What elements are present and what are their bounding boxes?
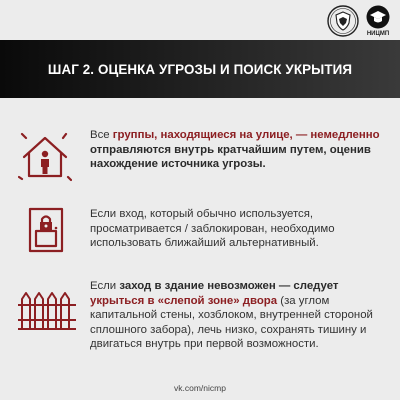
text-highlight: укрыться в «слепой зоне» двора (90, 294, 278, 307)
fence-icon (18, 289, 76, 338)
instruction-text-3 (90, 279, 390, 352)
nicmp-logo (364, 4, 392, 38)
house-person-icon (18, 130, 72, 191)
text-emphasis: заход в здание невозможен — следует (119, 280, 339, 292)
header-logos (326, 4, 392, 38)
nicmp-caption: НИЦМП (366, 31, 390, 37)
shield-logo (326, 4, 360, 38)
instruction-text-1 (90, 128, 390, 172)
instruction-text-2: Если вход, который обычно используется, просматривается / заблокирован, необходимо использовать ближайший альтернативный. (90, 208, 335, 249)
text-plain: Все (90, 129, 113, 141)
locked-door-icon (28, 207, 64, 258)
text-highlight: группы, находящиеся на улице, — немедленно (112, 129, 380, 141)
text-plain: (за углом капитальной стены, хозблоком, внутренней стороной сплошного забора), лечь низко, сохранять тишину и двигаться внутрь при первой возможности. (90, 294, 373, 350)
page-title: ШАГ 2. ОЦЕНКА УГРОЗЫ И ПОИСК УКРЫТИЯ (47, 61, 353, 77)
text-emphasis: отправляются внутрь кратчайшим путем, оценив нахождение источника угрозы. (90, 143, 371, 170)
title-banner (0, 40, 400, 98)
footer-link[interactable]: vk.com/nicmp (174, 383, 226, 393)
text-plain: Если (90, 280, 120, 292)
